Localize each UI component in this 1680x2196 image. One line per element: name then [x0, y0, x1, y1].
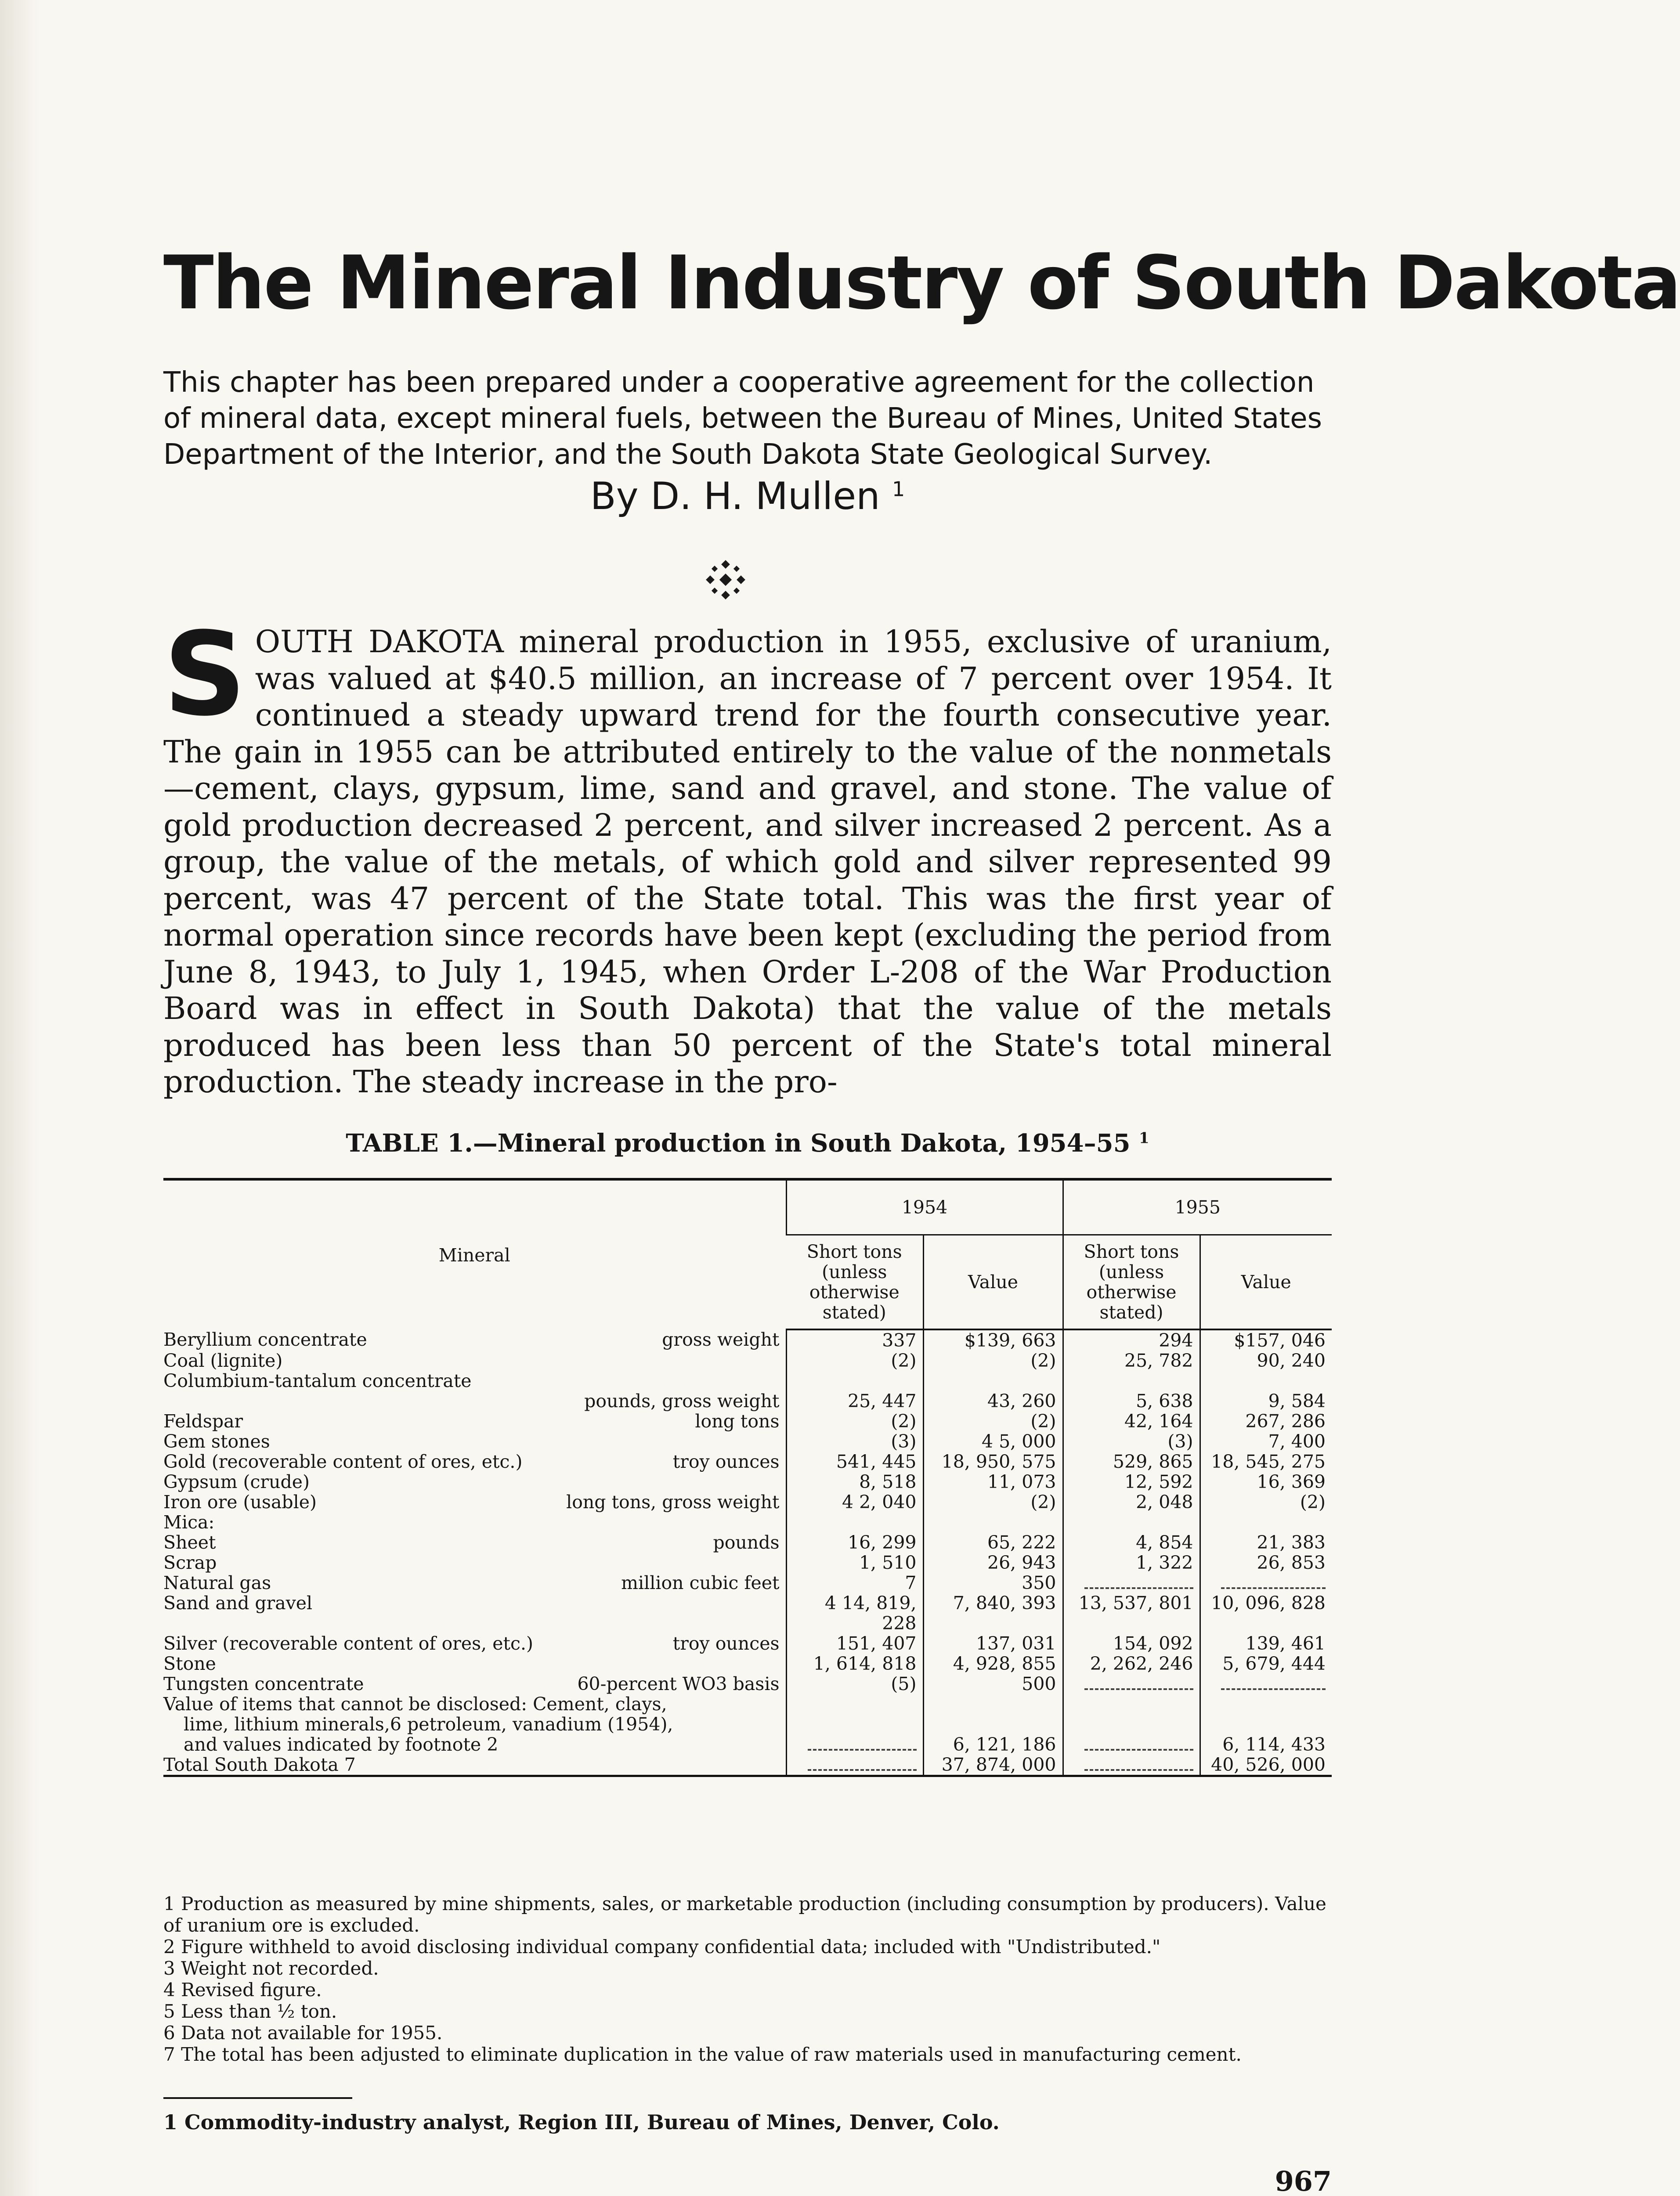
cell: 2, 048 — [1063, 1492, 1200, 1512]
cell: 11, 073 — [923, 1472, 1063, 1492]
row-unit: long tons, gross weight — [566, 1492, 780, 1513]
cell: 26, 853 — [1200, 1553, 1332, 1573]
table-row — [163, 1472, 1332, 1492]
cell-empty — [786, 1755, 923, 1776]
row-label: Mica: — [163, 1512, 215, 1533]
col-header-qty-1955: Short tons (unless otherwise stated) — [1063, 1235, 1200, 1330]
author-footnote-ref: 1 — [892, 477, 905, 501]
cell: 529, 865 — [1063, 1452, 1200, 1472]
row-label: Scrap — [163, 1552, 217, 1573]
footnote-rule — [163, 2097, 352, 2099]
table-row — [163, 1553, 1332, 1573]
row-label: Beryllium concentrate — [163, 1329, 367, 1350]
table-row — [163, 1371, 1332, 1411]
cell: 139, 461 — [1200, 1633, 1332, 1654]
col-header-1954: 1954 — [786, 1179, 1063, 1235]
cell: 4 5, 000 — [923, 1431, 1063, 1452]
cell: 2, 262, 246 — [1063, 1654, 1200, 1674]
row-label-cont: and values indicated by footnote 2 — [184, 1734, 499, 1755]
row-label: Stone — [163, 1653, 216, 1674]
cell: 267, 286 — [1200, 1411, 1332, 1431]
cell: $157, 046 — [1200, 1329, 1332, 1351]
cell: 10, 096, 828 — [1200, 1593, 1332, 1633]
row-label: Gypsum (crude) — [163, 1471, 310, 1492]
cell: 9, 584 — [1200, 1371, 1332, 1411]
cell: (2) — [786, 1351, 923, 1371]
row-unit: long tons — [695, 1411, 780, 1432]
table-row — [163, 1694, 1332, 1755]
cell: 4 14, 819, 228 — [786, 1593, 923, 1633]
cell: 154, 092 — [1063, 1633, 1200, 1654]
footnote: 2 Figure withheld to avoid disclosing individual company confidential data; included with "Undistributed." — [163, 1936, 1161, 1958]
author-name: By D. H. Mullen — [590, 474, 880, 518]
row-unit: troy ounces — [672, 1633, 780, 1654]
table-caption-note: 1 — [1139, 1129, 1149, 1147]
row-label: Gem stones — [163, 1431, 270, 1452]
lead-text: OUTH DAKOTA mineral production in 1955, exclusive of uranium, was valued at $40.5 million, an increase of 7 percent over 1954. It continued a steady upward trend for the fourth consecutive year. The gain in 1955 can be attributed entirely to the value of the nonmetals—cement, clays, gypsum, lime, sand and gravel, and stone. The value of gold production decreased 2 percent, and silver increased 2 percent. As a group, the value of the metals, of which gold and silver represented 99 percent, was 47 percent of the State total. This was the first year of normal operation since records have been kept (excluding the period from June 8, 1943, to July 1, 1945, when Order L-208 of the War Production Board was in effect in South Dakota) that the value of the metals produced has been less than 50 percent of the State's total mineral production. The steady increase in the pro- — [163, 624, 1332, 1100]
cell: 26, 943 — [923, 1553, 1063, 1573]
cell: 8, 518 — [786, 1472, 923, 1492]
cell: 25, 782 — [1063, 1351, 1200, 1371]
cell: 13, 537, 801 — [1063, 1593, 1200, 1633]
table-row — [163, 1492, 1332, 1512]
cell-empty — [1063, 1755, 1200, 1776]
chapter-title: The Mineral Industry of South Dakota — [163, 240, 1680, 326]
cell: 7, 400 — [1200, 1431, 1332, 1452]
cell: (2) — [1200, 1492, 1332, 1512]
footnote: 7 The total has been adjusted to eliminate duplication in the value of raw materials used in manufacturing cement. — [163, 2044, 1242, 2065]
cell: 5, 638 — [1063, 1371, 1200, 1411]
row-label: Sand and gravel — [163, 1593, 313, 1614]
row-label: Value of items that cannot be disclosed: Cement, clays, — [163, 1694, 667, 1715]
footnote: 4 Revised figure. — [163, 1979, 322, 2001]
cell: 7, 840, 393 — [923, 1593, 1063, 1633]
cell-empty — [1063, 1573, 1200, 1593]
ornament-icon — [704, 558, 748, 602]
row-label-cont: lime, lithium minerals,6 petroleum, vanadium (1954), — [184, 1714, 673, 1735]
table-row — [163, 1452, 1332, 1472]
col-header-value-1955: Value — [1200, 1235, 1332, 1330]
row-label: Gold (recoverable content of ores, etc.) — [163, 1451, 523, 1472]
cell: 1, 614, 818 — [786, 1654, 923, 1674]
table-row — [163, 1431, 1332, 1452]
cell: 65, 222 — [923, 1532, 1063, 1553]
table-bottom-rule — [163, 1776, 1332, 1784]
col-header-1955: 1955 — [1063, 1179, 1332, 1235]
cell: 6, 114, 433 — [1200, 1694, 1332, 1755]
cell-empty — [1200, 1573, 1332, 1593]
row-unit: pounds, gross weight — [584, 1391, 780, 1412]
cell: 4 2, 040 — [786, 1492, 923, 1512]
page-number: 967 — [1275, 2165, 1332, 2196]
cell: 4, 854 — [1063, 1532, 1200, 1553]
row-label: Tungsten concentrate — [163, 1673, 364, 1694]
footnote: 5 Less than ½ ton. — [163, 2001, 337, 2022]
col-header-qty-1954: Short tons (unless otherwise stated) — [786, 1235, 923, 1330]
byline — [163, 474, 1332, 518]
row-label: Sheet — [163, 1532, 216, 1553]
cell: (2) — [923, 1351, 1063, 1371]
cell: 42, 164 — [1063, 1411, 1200, 1431]
cell-empty — [1063, 1674, 1200, 1694]
row-label: Columbium-tantalum concentrate — [163, 1370, 472, 1391]
row-label: Iron ore (usable) — [163, 1492, 317, 1513]
table-row — [163, 1593, 1332, 1633]
table-row-total — [163, 1755, 1332, 1776]
col-header-mineral: Mineral — [163, 1179, 786, 1329]
lead-paragraph — [163, 607, 1332, 1101]
cell-empty — [786, 1694, 923, 1755]
cell: 21, 383 — [1200, 1532, 1332, 1553]
row-unit: million cubic feet — [621, 1572, 780, 1593]
table-row — [163, 1674, 1332, 1694]
scan-edge-shadow — [0, 0, 40, 2196]
cell: 294 — [1063, 1329, 1200, 1351]
table-row — [163, 1573, 1332, 1593]
cell: 5, 679, 444 — [1200, 1654, 1332, 1674]
chapter-intro: This chapter has been prepared under a cooperative agreement for the collection of mineral data, except mineral fuels, between the Bureau of Mines, United States Department of the Interior, and the South Dakota State Geological Survey. — [163, 366, 1322, 471]
cell: $139, 663 — [923, 1329, 1063, 1351]
cell: 37, 874, 000 — [923, 1755, 1063, 1776]
row-unit: pounds — [713, 1532, 780, 1553]
table-footnotes — [163, 1893, 1332, 2065]
table-row — [163, 1351, 1332, 1371]
table-row — [163, 1633, 1332, 1654]
row-label: Natural gas — [163, 1572, 271, 1593]
cell: (2) — [923, 1492, 1063, 1512]
cell: 6, 121, 186 — [923, 1694, 1063, 1755]
table-caption — [163, 1129, 1332, 1158]
cell: 40, 526, 000 — [1200, 1755, 1332, 1776]
row-unit: gross weight — [662, 1329, 780, 1350]
cell: 18, 545, 275 — [1200, 1452, 1332, 1472]
cell: 500 — [923, 1674, 1063, 1694]
footnote: 1 Production as measured by mine shipments, sales, or marketable production (including consumption by producers). Value of uranium ore is excluded. — [163, 1893, 1326, 1936]
cell: 90, 240 — [1200, 1351, 1332, 1371]
footnote: 6 Data not available for 1955. — [163, 2022, 443, 2044]
drop-cap: S — [163, 607, 246, 741]
table-row — [163, 1411, 1332, 1431]
table-row — [163, 1512, 1332, 1532]
cell: 43, 260 — [923, 1371, 1063, 1411]
footnote: 3 Weight not recorded. — [163, 1958, 379, 1979]
row-label: Silver (recoverable content of ores, etc.) — [163, 1633, 533, 1654]
row-label: Coal (lignite) — [163, 1350, 283, 1371]
cell: (3) — [786, 1431, 923, 1452]
cell: (2) — [923, 1411, 1063, 1431]
cell-empty — [1063, 1694, 1200, 1755]
table-row — [163, 1532, 1332, 1553]
author-footnote: 1 Commodity-industry analyst, Region III, Bureau of Mines, Denver, Colo. — [163, 2110, 1000, 2134]
mineral-production-table — [163, 1178, 1332, 1783]
cell: 4, 928, 855 — [923, 1654, 1063, 1674]
cell: 16, 299 — [786, 1532, 923, 1553]
row-label: Feldspar — [163, 1411, 243, 1432]
cell: 350 — [923, 1573, 1063, 1593]
cell: 541, 445 — [786, 1452, 923, 1472]
table-row — [163, 1329, 1332, 1351]
row-unit: troy ounces — [672, 1451, 780, 1472]
cell: 337 — [786, 1329, 923, 1351]
row-label: Total South Dakota 7 — [163, 1754, 356, 1775]
cell: 151, 407 — [786, 1633, 923, 1654]
cell: (2) — [786, 1411, 923, 1431]
cell: (5) — [786, 1674, 923, 1694]
cell: 137, 031 — [923, 1633, 1063, 1654]
cell: 25, 447 — [786, 1371, 923, 1411]
cell: 12, 592 — [1063, 1472, 1200, 1492]
cell-empty — [1200, 1674, 1332, 1694]
col-header-value-1954: Value — [923, 1235, 1063, 1330]
table-caption-text: TABLE 1.—Mineral production in South Dakota, 1954–55 — [346, 1129, 1131, 1158]
table-row — [163, 1654, 1332, 1674]
cell: 1, 322 — [1063, 1553, 1200, 1573]
cell: (3) — [1063, 1431, 1200, 1452]
cell: 7 — [786, 1573, 923, 1593]
cell: 1, 510 — [786, 1553, 923, 1573]
row-unit: 60-percent WO3 basis — [577, 1673, 780, 1694]
cell: 18, 950, 575 — [923, 1452, 1063, 1472]
cell: 16, 369 — [1200, 1472, 1332, 1492]
